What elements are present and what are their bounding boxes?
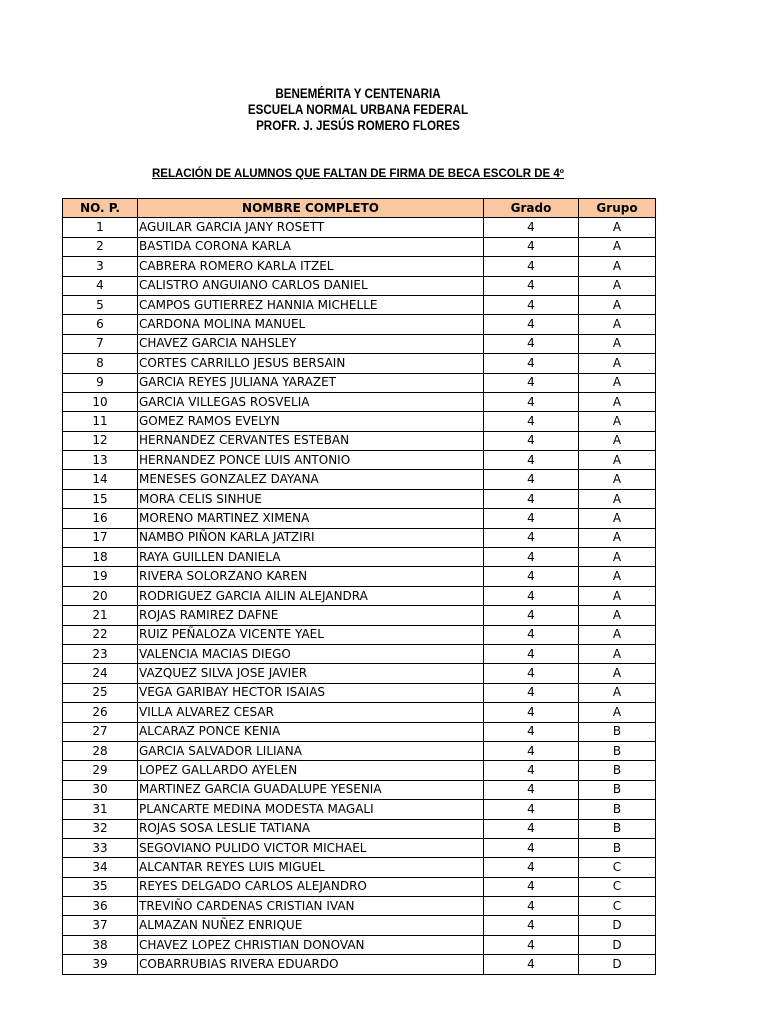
table-row	[63, 683, 656, 702]
student-name-cell: CHAVEZ GARCIA NAHSLEY	[138, 334, 484, 353]
row-number-cell: 14	[63, 470, 138, 489]
table-row	[63, 392, 656, 411]
student-name-cell: MENESES GONZALEZ DAYANA	[138, 470, 484, 489]
grade-cell: 4	[484, 644, 579, 663]
group-cell: A	[579, 606, 656, 625]
table-row	[63, 509, 656, 528]
grade-cell: 4	[484, 741, 579, 760]
table-row	[63, 451, 656, 470]
table-row	[63, 741, 656, 760]
student-name-cell: COBARRUBIAS RIVERA EDUARDO	[138, 955, 484, 974]
student-name-cell: MARTINEZ GARCIA GUADALUPE YESENIA	[138, 780, 484, 799]
student-name-cell: VAZQUEZ SILVA JOSE JAVIER	[138, 664, 484, 683]
table-row	[63, 780, 656, 799]
grade-cell: 4	[484, 470, 579, 489]
table-row	[63, 819, 656, 838]
group-cell: A	[579, 683, 656, 702]
table-row	[63, 916, 656, 935]
group-cell: D	[579, 916, 656, 935]
school-header-line-1: BENEMÉRITA Y CENTENARIA	[275, 86, 441, 101]
table-row	[63, 334, 656, 353]
student-name-cell: RODRIGUEZ GARCIA AILIN ALEJANDRA	[138, 586, 484, 605]
table-body	[63, 218, 656, 974]
grade-cell: 4	[484, 819, 579, 838]
group-cell: A	[579, 334, 656, 353]
table-row	[63, 218, 656, 237]
student-name-cell: ALMAZAN NUÑEZ ENRIQUE	[138, 916, 484, 935]
row-number-cell: 27	[63, 722, 138, 741]
grade-cell: 4	[484, 315, 579, 334]
table-row	[63, 295, 656, 314]
group-cell: B	[579, 780, 656, 799]
group-cell: A	[579, 625, 656, 644]
group-cell: C	[579, 897, 656, 916]
student-name-cell: NAMBO PIÑON KARLA JATZIRI	[138, 528, 484, 547]
table-row	[63, 373, 656, 392]
row-number-cell: 38	[63, 935, 138, 954]
grade-cell: 4	[484, 800, 579, 819]
school-header-line-3: PROFR. J. JESÚS ROMERO FLORES	[256, 118, 460, 133]
row-number-cell: 7	[63, 334, 138, 353]
row-number-cell: 29	[63, 761, 138, 780]
row-number-cell: 30	[63, 780, 138, 799]
table-row	[63, 606, 656, 625]
table-row	[63, 800, 656, 819]
table-row	[63, 955, 656, 974]
student-name-cell: REYES DELGADO CARLOS ALEJANDRO	[138, 877, 484, 896]
student-name-cell: ROJAS SOSA LESLIE TATIANA	[138, 819, 484, 838]
row-number-cell: 37	[63, 916, 138, 935]
group-cell: A	[579, 567, 656, 586]
row-number-cell: 32	[63, 819, 138, 838]
row-number-cell: 18	[63, 548, 138, 567]
group-cell: B	[579, 800, 656, 819]
group-cell: A	[579, 276, 656, 295]
student-name-cell: ALCARAZ PONCE KENIA	[138, 722, 484, 741]
group-cell: D	[579, 955, 656, 974]
column-header-no: NO. P.	[63, 199, 138, 218]
group-cell: B	[579, 722, 656, 741]
row-number-cell: 15	[63, 489, 138, 508]
column-header-group: Grupo	[579, 199, 656, 218]
table-row	[63, 761, 656, 780]
group-cell: A	[579, 489, 656, 508]
student-name-cell: VALENCIA MACIAS DIEGO	[138, 644, 484, 663]
row-number-cell: 31	[63, 800, 138, 819]
student-name-cell: GARCIA VILLEGAS ROSVELIA	[138, 392, 484, 411]
table-row	[63, 935, 656, 954]
table-row	[63, 838, 656, 857]
group-cell: A	[579, 509, 656, 528]
school-header	[50, 86, 666, 134]
grade-cell: 4	[484, 509, 579, 528]
row-number-cell: 13	[63, 451, 138, 470]
table-row	[63, 431, 656, 450]
student-name-cell: GOMEZ RAMOS EVELYN	[138, 412, 484, 431]
grade-cell: 4	[484, 354, 579, 373]
student-name-cell: CORTES CARRILLO JESUS BERSAIN	[138, 354, 484, 373]
report-title: RELACIÓN DE ALUMNOS QUE FALTAN DE FIRMA DE BECA ESCOLR DE 4º	[151, 168, 565, 180]
student-name-cell: RIVERA SOLORZANO KAREN	[138, 567, 484, 586]
grade-cell: 4	[484, 218, 579, 237]
row-number-cell: 3	[63, 257, 138, 276]
grade-cell: 4	[484, 664, 579, 683]
table-row	[63, 877, 656, 896]
group-cell: A	[579, 431, 656, 450]
row-number-cell: 24	[63, 664, 138, 683]
row-number-cell: 20	[63, 586, 138, 605]
group-cell: B	[579, 761, 656, 780]
student-name-cell: LOPEZ GALLARDO AYELEN	[138, 761, 484, 780]
row-number-cell: 6	[63, 315, 138, 334]
grade-cell: 4	[484, 606, 579, 625]
column-header-grade: Grado	[484, 199, 579, 218]
school-header-line-2: ESCUELA NORMAL URBANA FEDERAL	[247, 102, 469, 117]
grade-cell: 4	[484, 548, 579, 567]
group-cell: C	[579, 858, 656, 877]
table-row	[63, 354, 656, 373]
grade-cell: 4	[484, 431, 579, 450]
students-table	[62, 198, 656, 975]
student-name-cell: BASTIDA CORONA KARLA	[138, 237, 484, 256]
student-name-cell: ROJAS RAMIREZ DAFNE	[138, 606, 484, 625]
student-name-cell: CABRERA ROMERO KARLA ITZEL	[138, 257, 484, 276]
table-row	[63, 703, 656, 722]
student-name-cell: AGUILAR GARCIA JANY ROSETT	[138, 218, 484, 237]
table-row	[63, 470, 656, 489]
table-row	[63, 897, 656, 916]
grade-cell: 4	[484, 451, 579, 470]
grade-cell: 4	[484, 761, 579, 780]
group-cell: A	[579, 218, 656, 237]
grade-cell: 4	[484, 567, 579, 586]
grade-cell: 4	[484, 412, 579, 431]
row-number-cell: 34	[63, 858, 138, 877]
row-number-cell: 10	[63, 392, 138, 411]
group-cell: A	[579, 470, 656, 489]
grade-cell: 4	[484, 838, 579, 857]
group-cell: A	[579, 412, 656, 431]
group-cell: A	[579, 644, 656, 663]
student-name-cell: RAYA GUILLEN DANIELA	[138, 548, 484, 567]
row-number-cell: 1	[63, 218, 138, 237]
grade-cell: 4	[484, 935, 579, 954]
student-name-cell: PLANCARTE MEDINA MODESTA MAGALI	[138, 800, 484, 819]
grade-cell: 4	[484, 683, 579, 702]
grade-cell: 4	[484, 528, 579, 547]
table-row	[63, 567, 656, 586]
student-name-cell: HERNANDEZ CERVANTES ESTEBAN	[138, 431, 484, 450]
row-number-cell: 2	[63, 237, 138, 256]
row-number-cell: 21	[63, 606, 138, 625]
row-number-cell: 16	[63, 509, 138, 528]
grade-cell: 4	[484, 625, 579, 644]
student-name-cell: CHAVEZ LOPEZ CHRISTIAN DONOVAN	[138, 935, 484, 954]
grade-cell: 4	[484, 237, 579, 256]
table-header-row	[63, 199, 656, 218]
group-cell: C	[579, 877, 656, 896]
grade-cell: 4	[484, 586, 579, 605]
group-cell: A	[579, 548, 656, 567]
group-cell: A	[579, 257, 656, 276]
table-row	[63, 412, 656, 431]
grade-cell: 4	[484, 780, 579, 799]
student-name-cell: TREVIÑO CARDENAS CRISTIAN IVAN	[138, 897, 484, 916]
group-cell: A	[579, 586, 656, 605]
row-number-cell: 5	[63, 295, 138, 314]
group-cell: A	[579, 451, 656, 470]
grade-cell: 4	[484, 373, 579, 392]
grade-cell: 4	[484, 722, 579, 741]
table-row	[63, 237, 656, 256]
row-number-cell: 8	[63, 354, 138, 373]
row-number-cell: 12	[63, 431, 138, 450]
row-number-cell: 17	[63, 528, 138, 547]
table-row	[63, 489, 656, 508]
table-row	[63, 548, 656, 567]
student-name-cell: ALCANTAR REYES LUIS MIGUEL	[138, 858, 484, 877]
table-row	[63, 276, 656, 295]
table-row	[63, 858, 656, 877]
group-cell: D	[579, 935, 656, 954]
row-number-cell: 23	[63, 644, 138, 663]
row-number-cell: 33	[63, 838, 138, 857]
student-name-cell: HERNANDEZ PONCE LUIS ANTONIO	[138, 451, 484, 470]
row-number-cell: 39	[63, 955, 138, 974]
column-header-name: NOMBRE COMPLETO	[138, 199, 484, 218]
row-number-cell: 22	[63, 625, 138, 644]
student-name-cell: CALISTRO ANGUIANO CARLOS DANIEL	[138, 276, 484, 295]
grade-cell: 4	[484, 916, 579, 935]
table-row	[63, 586, 656, 605]
table-row	[63, 315, 656, 334]
grade-cell: 4	[484, 276, 579, 295]
grade-cell: 4	[484, 295, 579, 314]
grade-cell: 4	[484, 257, 579, 276]
row-number-cell: 26	[63, 703, 138, 722]
table-row	[63, 257, 656, 276]
grade-cell: 4	[484, 334, 579, 353]
grade-cell: 4	[484, 858, 579, 877]
student-name-cell: CARDONA MOLINA MANUEL	[138, 315, 484, 334]
table-row	[63, 722, 656, 741]
student-name-cell: GARCIA SALVADOR LILIANA	[138, 741, 484, 760]
group-cell: A	[579, 237, 656, 256]
group-cell: A	[579, 295, 656, 314]
grade-cell: 4	[484, 897, 579, 916]
row-number-cell: 11	[63, 412, 138, 431]
student-name-cell: CAMPOS GUTIERREZ HANNIA MICHELLE	[138, 295, 484, 314]
grade-cell: 4	[484, 703, 579, 722]
group-cell: A	[579, 354, 656, 373]
table-row	[63, 625, 656, 644]
row-number-cell: 4	[63, 276, 138, 295]
group-cell: B	[579, 741, 656, 760]
student-name-cell: RUIZ PEÑALOZA VICENTE YAEL	[138, 625, 484, 644]
row-number-cell: 9	[63, 373, 138, 392]
student-name-cell: MORENO MARTINEZ XIMENA	[138, 509, 484, 528]
student-name-cell: VILLA ALVAREZ CESAR	[138, 703, 484, 722]
table-row	[63, 644, 656, 663]
row-number-cell: 36	[63, 897, 138, 916]
group-cell: B	[579, 838, 656, 857]
student-name-cell: MORA CELIS SINHUE	[138, 489, 484, 508]
group-cell: B	[579, 819, 656, 838]
row-number-cell: 19	[63, 567, 138, 586]
group-cell: A	[579, 528, 656, 547]
group-cell: A	[579, 315, 656, 334]
table-row	[63, 528, 656, 547]
report-title-wrapper	[0, 167, 716, 181]
student-name-cell: VEGA GARIBAY HECTOR ISAIAS	[138, 683, 484, 702]
row-number-cell: 35	[63, 877, 138, 896]
table-row	[63, 664, 656, 683]
group-cell: A	[579, 392, 656, 411]
group-cell: A	[579, 664, 656, 683]
group-cell: A	[579, 373, 656, 392]
student-name-cell: GARCIA REYES JULIANA YARAZET	[138, 373, 484, 392]
group-cell: A	[579, 703, 656, 722]
grade-cell: 4	[484, 877, 579, 896]
grade-cell: 4	[484, 489, 579, 508]
row-number-cell: 28	[63, 741, 138, 760]
student-name-cell: SEGOVIANO PULIDO VICTOR MICHAEL	[138, 838, 484, 857]
row-number-cell: 25	[63, 683, 138, 702]
grade-cell: 4	[484, 955, 579, 974]
grade-cell: 4	[484, 392, 579, 411]
